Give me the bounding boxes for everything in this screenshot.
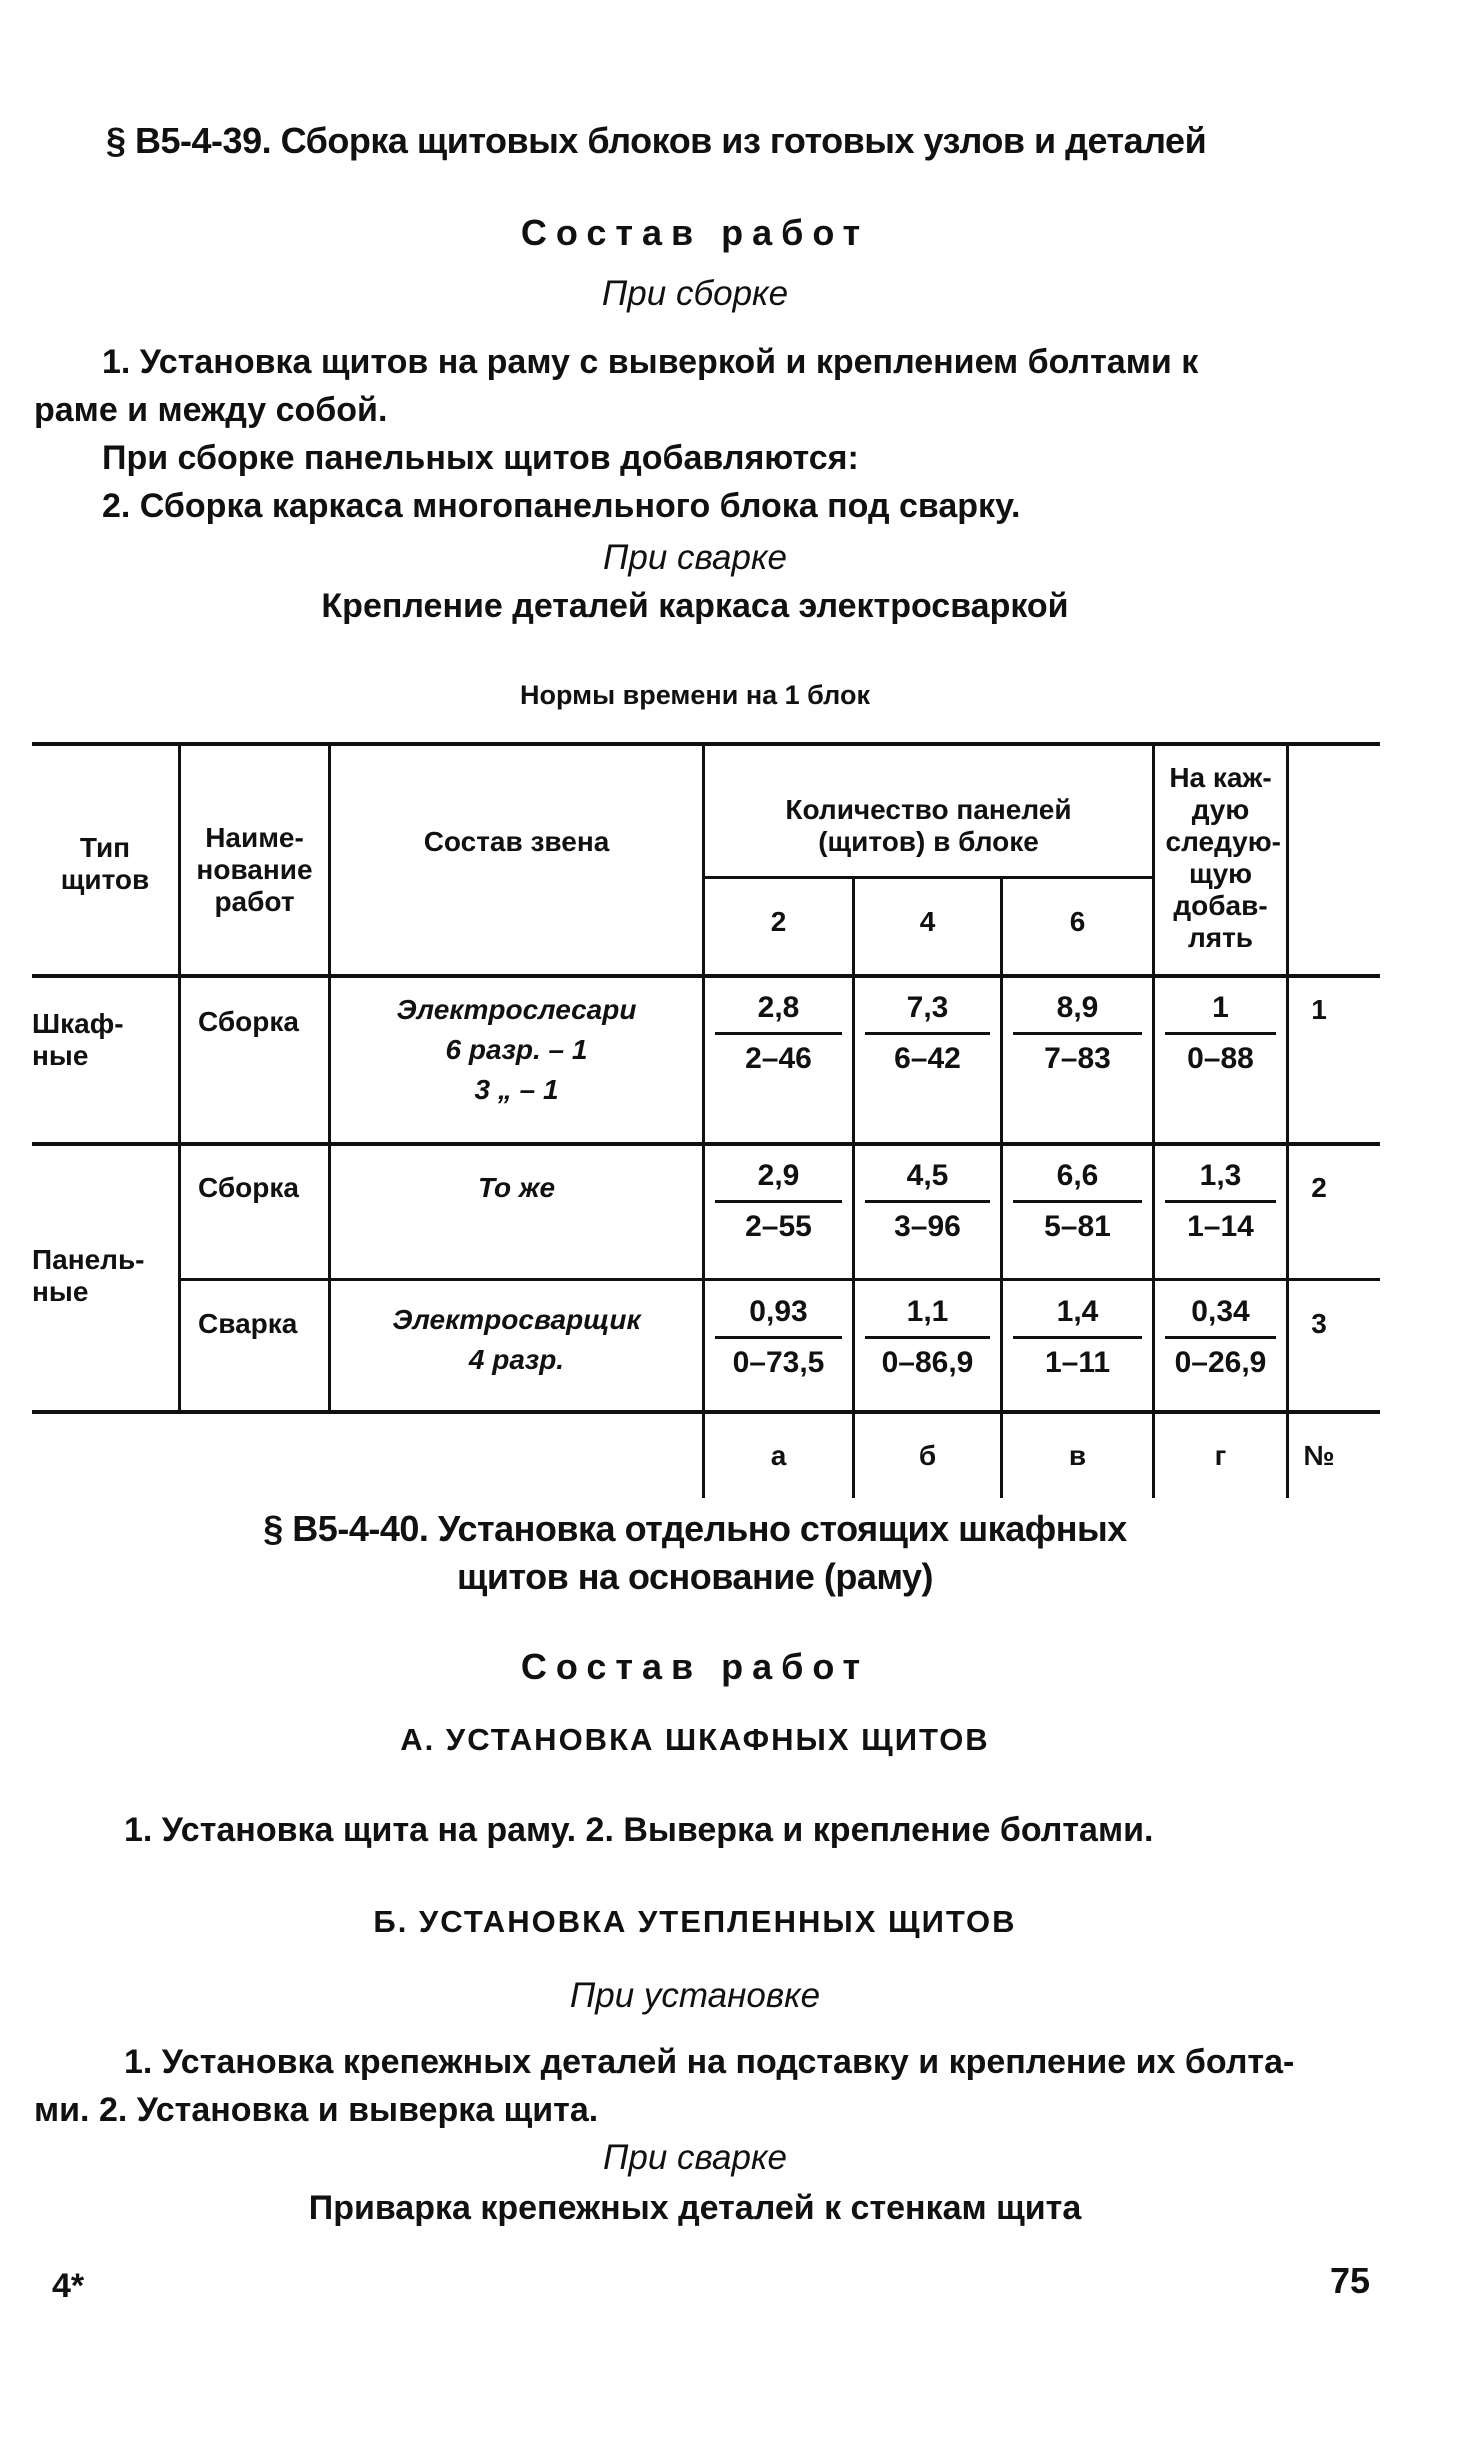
row2-crew: То же — [477, 1172, 556, 1203]
item1-line2: раме и между собой. — [34, 391, 388, 429]
header-bottom-rule — [32, 974, 1380, 978]
row1-bottom-rule — [32, 1142, 1380, 1146]
time-norms-table — [32, 742, 1380, 1498]
row3-number: 3 — [1311, 1308, 1327, 1339]
footer-col-g: г — [1214, 1440, 1227, 1471]
footer-col-a: а — [770, 1440, 787, 1471]
row1-value-4: 7,3 6–42 — [855, 988, 1000, 1079]
part-a-heading: А. УСТАНОВКА ШКАФНЫХ ЩИТОВ — [400, 1722, 990, 1757]
header-each: На каж-дую следую-щую добав-лять — [1165, 762, 1281, 953]
row3-value-6: 1,4 1–11 — [1003, 1292, 1152, 1383]
row1-value-each: 1 0–88 — [1155, 988, 1286, 1079]
panel-note: При сборке панельных щитов добавляются: — [102, 439, 859, 477]
header-qty: Количество панелей (щитов) в блоке — [785, 794, 1072, 857]
header-crew: Состав звена — [423, 826, 610, 857]
section-title-b5-4-40-line2: щитов на основание (раму) — [456, 1556, 934, 1597]
row1-work: Сборка — [198, 1006, 299, 1037]
welding-text-2: Приварка крепежных деталей к стенкам щита — [308, 2189, 1082, 2227]
row2-number: 2 — [1311, 1172, 1327, 1203]
row1-number: 1 — [1311, 994, 1327, 1025]
item2: 2. Сборка каркаса многопанельного блока под сварку. — [102, 487, 1021, 525]
header-qty-6: 6 — [1069, 906, 1086, 937]
table-top-rule — [32, 742, 1380, 746]
row3-crew: Электросварщик 4 разр. — [392, 1304, 641, 1375]
install-subheading: При установке — [569, 1976, 821, 2015]
row2-value-2: 2,9 2–55 — [705, 1156, 852, 1247]
header-work: Наиме-нование работ — [196, 822, 313, 917]
part-b-line2: ми. 2. Установка и выверка щита. — [34, 2091, 599, 2129]
header-qty-2: 2 — [770, 906, 787, 937]
table-bottom-rule — [32, 1410, 1380, 1414]
row2-bottom-rule — [180, 1278, 1380, 1281]
row2-value-6: 6,6 5–81 — [1003, 1156, 1152, 1247]
row2-type: Панель-ные — [32, 1244, 145, 1307]
row2-work: Сборка — [198, 1172, 299, 1203]
section-title-b5-4-40-line1: § В5-4-40. Установка отдельно стоящих шкафных — [263, 1508, 1127, 1549]
composition-heading: Состав работ — [520, 212, 870, 253]
row3-value-2: 0,93 0–73,5 — [705, 1292, 852, 1383]
row1-value-2: 2,8 2–46 — [705, 988, 852, 1079]
row1-value-6: 8,9 7–83 — [1003, 988, 1152, 1079]
row2-value-4: 4,5 3–96 — [855, 1156, 1000, 1247]
footer-col-b: б — [918, 1440, 937, 1471]
part-b-line1: 1. Установка крепежных деталей на подставку и крепление их болта- — [124, 2043, 1295, 2081]
item1-line1: 1. Установка щитов на раму с выверкой и креплением болтами к — [102, 343, 1199, 381]
welding-subheading-2: При сварке — [603, 2138, 787, 2177]
footer-col-number: № — [1303, 1440, 1335, 1471]
welding-subheading: При сварке — [603, 538, 787, 577]
row3-value-4: 1,1 0–86,9 — [855, 1292, 1000, 1383]
row3-value-each: 0,34 0–26,9 — [1155, 1292, 1286, 1383]
page-number: 75 — [1330, 2260, 1371, 2301]
signature-mark: 4* — [52, 2267, 85, 2305]
welding-text: Крепление деталей каркаса электросваркой — [321, 587, 1069, 625]
row1-crew: Электрослесари 6 разр. – 1 3 „ – 1 — [396, 994, 637, 1105]
row2-value-each: 1,3 1–14 — [1155, 1156, 1286, 1247]
qty-sub-rule — [704, 876, 1154, 879]
header-qty-4: 4 — [919, 906, 936, 937]
part-b-heading: Б. УСТАНОВКА УТЕПЛЕННЫХ ЩИТОВ — [373, 1904, 1017, 1939]
part-a-text: 1. Установка щита на раму. 2. Выверка и крепление болтами. — [124, 1811, 1154, 1849]
row3-work: Сварка — [198, 1308, 298, 1339]
row1-type: Шкаф-ные — [32, 1008, 124, 1071]
footer-col-v: в — [1068, 1440, 1087, 1471]
assembly-subheading: При сборке — [601, 274, 789, 313]
col-rule-7 — [1286, 742, 1289, 1498]
composition-heading-2: Состав работ — [520, 1646, 870, 1687]
section-title-b5-4-39: § В5-4-39. Сборка щитовых блоков из готовых узлов и деталей — [106, 120, 1207, 161]
header-type: Тип щитов — [60, 832, 150, 895]
table-caption: Нормы времени на 1 блок — [520, 680, 870, 710]
